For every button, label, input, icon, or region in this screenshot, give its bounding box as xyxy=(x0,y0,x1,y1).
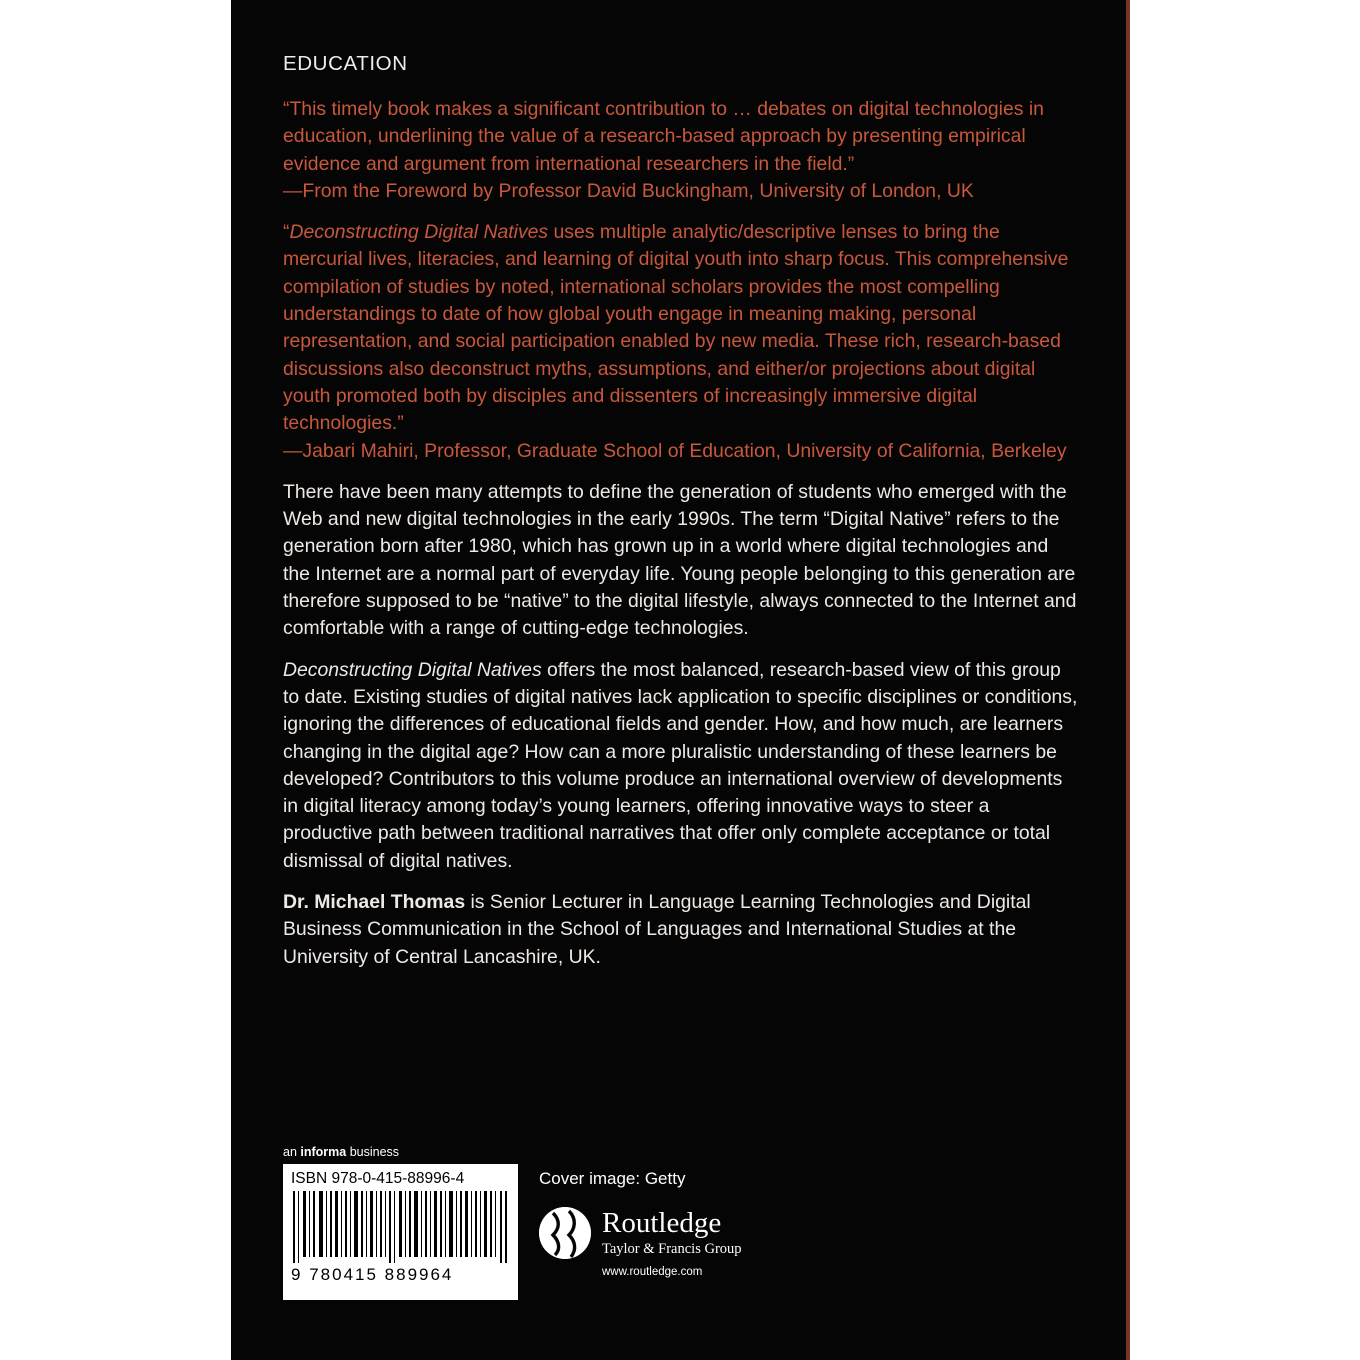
description-paragraph-1: There have been many attempts to define the generation of students who emerged with the Web and new digital technologies in the early 1990s. The term “Digital Native” refers to the generation born after 1980, which has grown up in a world where digital technologies and the Internet are a normal part of everyday life. Young people belonging to this generation are therefore supposed to be “native” to the digital lifestyle, always connected to the Internet and comfortable with a range of cutting-edge technologies. xyxy=(283,480,1077,640)
publisher-url: www.routledge.com xyxy=(602,1266,703,1278)
publisher-logo xyxy=(539,1207,959,1278)
barcode-lines-icon xyxy=(291,1191,510,1263)
author-bio xyxy=(283,889,1078,971)
isbn-digit-lead: 9 xyxy=(291,1265,303,1284)
blurb-2-quote-rest: uses multiple analytic/descriptive lenses to bring the mercurial lives, literacies, and learning of digital youth into sharp focus. This comprehensive compilation of studies by noted, international scholars provides the most compelling understandings to date of how global youth engage in meaning making, personal representation, and social participation enabled by new media. These rich, research-based discussions also deconstruct myths, assumptions, and either/or projections about digital youth promoted both by disciples and dissenters of increasingly immersive digital technologies.” xyxy=(283,221,1069,435)
book-back-cover xyxy=(231,0,1130,1360)
informa-suffix: business xyxy=(346,1145,400,1159)
publisher-subtitle: Taylor & Francis Group xyxy=(602,1240,742,1257)
cover-footer xyxy=(283,1145,1083,1330)
isbn-barcode xyxy=(283,1164,518,1300)
description-paragraph-2 xyxy=(283,657,1078,875)
author-bio-rest: is Senior Lecturer in Language Learning Technologies and Digital Business Communication in the School of Languages and International Studies at the University of Central Lancashire, UK. xyxy=(283,891,1031,968)
routledge-mark-icon xyxy=(539,1207,591,1259)
publisher-title: Routledge xyxy=(602,1206,722,1239)
category-label: EDUCATION xyxy=(283,52,408,75)
blurb-2 xyxy=(283,219,1078,465)
blurb-2-source: —Jabari Mahiri, Professor, Graduate School of Education, University of California, Berkeley xyxy=(283,439,1067,462)
description-paragraph-2-rest: offers the most balanced, research-based view of this group to date. Existing studies of digital natives lack application to specific disciplines or conditions, ignoring the differences of educational fields and gender. How, and how much, are learners changing in the digital age? How can a more pluralistic understanding of these learners be developed? Contributors to this volume produce an international overview of developments in digital literacy among today’s young learners, offering innovative ways to steer a productive path between traditional narratives that offer only complete acceptance or total dismissal of digital natives. xyxy=(283,658,1078,872)
blurb-2-quote-lead: “ xyxy=(283,221,290,244)
blurb-1-source: —From the Foreword by Professor David Buckingham, University of London, UK xyxy=(283,179,974,202)
blurb-1 xyxy=(283,96,1078,205)
blurb-1-quote: “This timely book makes a significant contribution to … debates on digital technologies in education, underlining the value of a research-based approach by presenting empirical evidence and argument from international researchers in the field.” xyxy=(283,98,1044,175)
cover-image-credit: Cover image: Getty xyxy=(539,1169,686,1188)
informa-prefix: an xyxy=(283,1145,301,1159)
informa-word: informa xyxy=(300,1145,347,1159)
blurb-2-book-title: Deconstructing Digital Natives xyxy=(289,221,549,244)
cover-text-content xyxy=(283,52,1078,985)
description-book-title: Deconstructing Digital Natives xyxy=(283,658,542,681)
author-name: Dr. Michael Thomas xyxy=(283,891,466,914)
spine-edge-strip xyxy=(1126,0,1130,1360)
isbn-digit-group: 780415 889964 xyxy=(309,1265,454,1284)
informa-business-label xyxy=(283,1145,399,1159)
publisher-logo-row xyxy=(539,1207,959,1259)
publisher-wordmark xyxy=(602,1208,742,1259)
isbn-label: ISBN 978-0-415-88996-4 xyxy=(291,1170,465,1187)
isbn-digits xyxy=(291,1265,510,1285)
